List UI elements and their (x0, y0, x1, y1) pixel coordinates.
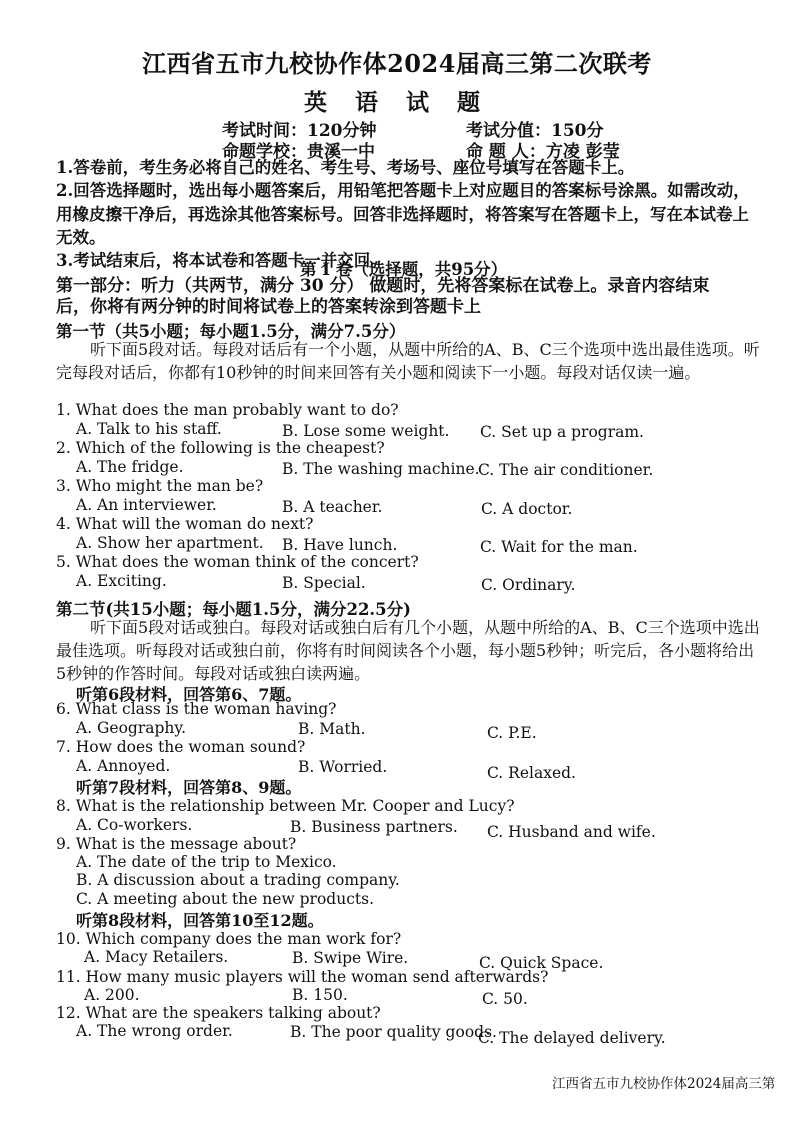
exam-score: 考试分值：150分 (466, 121, 604, 141)
exam-time: 考试时间：120分钟 (222, 121, 377, 141)
part1-title-line1: 第一部分：听力（共两节，满分 30 分） 做题时，先将答案标在试卷上。录音内容结束 (56, 276, 710, 296)
option-1c: C. Set up a program. (480, 423, 644, 441)
option-10b: B. Swipe Wire. (292, 949, 409, 967)
option-5c: C. Ordinary. (481, 576, 576, 594)
question-2: 2. Which of the following is the cheapest? (56, 439, 385, 457)
option-12b: B. The poor quality goods. (290, 1023, 497, 1041)
instruction-2: 2.回答选择题时，选出每小题答案后，用铅笔把答题卡上对应题目的答案标号涂黑。如需改动，用橡皮擦干净后，再选涂其他答案标号。回答非选择题时，将答案写在答题卡上，写在本试卷上无效。 (56, 181, 750, 247)
instruction-3: 3.考试结束后，将本试卷和答题卡一并交回。 (56, 251, 387, 270)
material-7: 听第7段材料，回答第8、9题。 (76, 778, 302, 797)
section2-directions: 听下面5段对话或独白。每段对话或独白后有几个小题，从题中所给的A、B、C三个选项中选出最佳选项。听每段对话或独白前，你将有时间阅读各个小题，每小题5秒钟；听完后，各小题将给出5秒钟的作答时间。每段对话或独白读两遍。 (56, 618, 760, 683)
option-3c: C. A doctor. (481, 500, 573, 518)
option-5a: A. Exciting. (76, 572, 167, 590)
option-3a: A. An interviewer. (76, 496, 217, 514)
option-8c: C. Husband and wife. (487, 823, 656, 841)
exam-subject: 英 语 试 题 (303, 89, 491, 116)
question-4: 4. What will the woman do next? (56, 515, 314, 533)
option-7c: C. Relaxed. (487, 764, 576, 782)
section2-title: 第二节(共15小题；每小题1.5分，满分22.5分) (56, 600, 411, 619)
volume-title: 第 I 卷（选择题，共95分） (300, 260, 508, 279)
exam-authors: 命 题 人：方凌 彭莹 (466, 142, 620, 162)
option-12a: A. The wrong order. (76, 1022, 233, 1040)
option-4c: C. Wait for the man. (480, 538, 638, 556)
option-6a: A. Geography. (76, 719, 187, 737)
option-10c: C. Quick Space. (479, 954, 604, 972)
question-10: 10. Which company does the man work for? (56, 930, 402, 948)
option-9b: B. A discussion about a trading company. (76, 871, 400, 889)
section1-title: 第一节（共5小题；每小题1.5分，满分7.5分） (56, 322, 406, 341)
option-1b: B. Lose some weight. (282, 422, 450, 440)
option-12c: C. The delayed delivery. (478, 1029, 666, 1047)
option-11b: B. 150. (292, 986, 348, 1004)
question-1: 1. What does the man probably want to do? (56, 401, 399, 419)
question-7: 7. How does the woman sound? (56, 738, 306, 756)
option-11a: A. 200. (84, 986, 140, 1004)
question-8: 8. What is the relationship between Mr. Cooper and Lucy? (56, 797, 515, 815)
option-6b: B. Math. (298, 720, 366, 738)
option-3b: B. A teacher. (282, 498, 383, 516)
exam-title: 江西省五市九校协作体2024届高三第二次联考 (142, 49, 652, 78)
question-9: 9. What is the message about? (56, 835, 297, 853)
option-6c: C. P.E. (487, 724, 537, 742)
part1-title-line2: 后，你将有两分钟的时间将试卷上的答案转涂到答题卡上 (56, 297, 481, 317)
question-11: 11. How many music players will the woman send afterwards? (56, 968, 549, 986)
option-2b: B. The washing machine. (282, 460, 480, 478)
option-9a: A. The date of the trip to Mexico. (76, 853, 337, 871)
option-1a: A. Talk to his staff. (76, 420, 222, 438)
section1-directions: 听下面5段对话。每段对话后有一个小题，从题中所给的A、B、C三个选项中选出最佳选项。听完每段对话后，你都有10秒钟的时间来回答有关小题和阅读下一小题。每段对话仅读一遍。 (56, 340, 760, 382)
instruction-1: 1.答卷前，考生务必将自己的姓名、考生号、考场号、座位号填写在答题卡上。 (56, 158, 635, 177)
option-4b: B. Have lunch. (282, 536, 398, 554)
option-9c: C. A meeting about the new products. (76, 890, 374, 908)
option-4a: A. Show her apartment. (76, 534, 264, 552)
option-11c: C. 50. (482, 990, 528, 1008)
option-7a: A. Annoyed. (76, 757, 171, 775)
page-footer: 江西省五市九校协作体2024届高三第 (552, 1076, 776, 1092)
exam-school: 命题学校：贵溪一中 (222, 142, 375, 162)
option-5b: B. Special. (282, 574, 366, 592)
option-10a: A. Macy Retailers. (84, 948, 229, 966)
option-7b: B. Worried. (298, 758, 388, 776)
option-8b: B. Business partners. (290, 818, 458, 836)
material-8: 听第8段材料，回答第10至12题。 (76, 911, 324, 930)
material-6: 听第6段材料，回答第6、7题。 (76, 685, 302, 704)
question-12: 12. What are the speakers talking about? (56, 1004, 381, 1022)
question-5: 5. What does the woman think of the concert? (56, 553, 419, 571)
question-3: 3. Who might the man be? (56, 477, 264, 495)
option-2c: C. The air conditioner. (478, 461, 654, 479)
question-6: 6. What class is the woman having? (56, 700, 337, 718)
option-8a: A. Co-workers. (76, 816, 193, 834)
option-2a: A. The fridge. (76, 458, 184, 476)
